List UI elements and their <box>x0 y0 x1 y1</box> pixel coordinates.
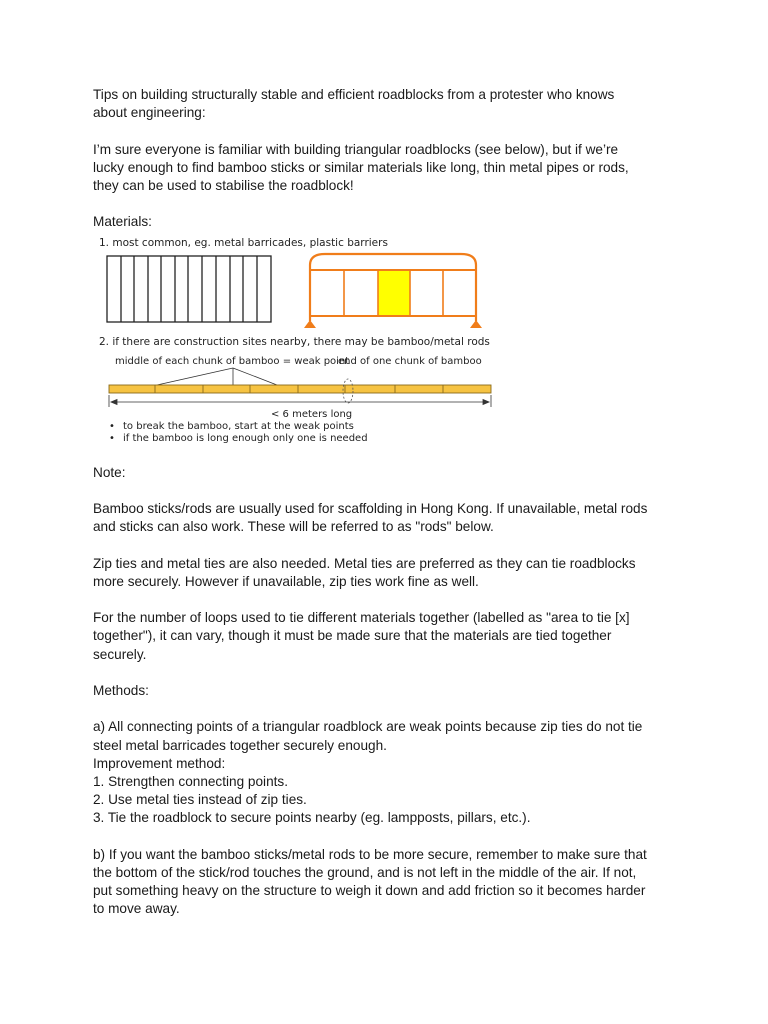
bullet-dot: • <box>109 432 115 444</box>
text-line: b) If you want the bamboo sticks/metal rods to be more secure, remember to make sure that <box>93 846 647 862</box>
text-line: Bamboo sticks/rods are usually used for scaffolding in Hong Kong. If unavailable, metal rods <box>93 500 648 516</box>
text-line: a) All connecting points of a triangular roadblock are weak points because zip ties do not tie <box>93 719 643 735</box>
text-line: put something heavy on the structure to weigh it down and add friction so it becomes harder <box>93 883 646 899</box>
weak-point-label: middle of each chunk of bamboo = weak point <box>115 355 350 367</box>
text-line: they can be used to stabilise the roadblock! <box>93 178 354 193</box>
weak-point-pointers <box>157 368 277 385</box>
item1-label: 1. most common, eg. metal barricades, plastic barriers <box>99 236 388 249</box>
text-line: steel metal barricades together securely enough. <box>93 737 387 753</box>
bullet1-text: to break the bamboo, start at the weak points <box>123 420 354 432</box>
text-line: I’m sure everyone is familiar with building triangular roadblocks (see below), but if we’re <box>93 141 619 157</box>
bamboo-paragraph <box>93 500 683 536</box>
text-line: 1. Strengthen connecting points. <box>93 773 288 789</box>
text-line: lucky enough to find bamboo sticks or similar materials like long, thin metal pipes or rods, <box>93 159 629 175</box>
text-line: together"), it can vary, though it must be made sure that the materials are tied together <box>93 628 612 644</box>
text-line: Improvement method: <box>93 755 226 771</box>
length-label: < 6 meters long <box>271 408 353 420</box>
materials-heading <box>93 213 683 231</box>
methods-heading-text: Methods: <box>93 682 149 698</box>
materials-diagram <box>93 235 493 445</box>
length-dimension-line <box>109 395 491 407</box>
text-line: Zip ties and metal ties are also needed. Metal ties are preferred as they can tie roadblocks <box>93 555 636 571</box>
methods-heading <box>93 682 683 700</box>
loops-paragraph <box>93 609 683 664</box>
document-body <box>93 86 683 937</box>
bullet2-text: if the bamboo is long enough only one is needed <box>123 432 368 444</box>
text-line: more securely. However if unavailable, zip ties work fine as well. <box>93 573 479 589</box>
text-line: 2. Use metal ties instead of zip ties. <box>93 792 307 808</box>
text-line: the bottom of the stick/rod touches the ground, and is not left in the middle of the air. If not, <box>93 864 637 880</box>
text-line: For the number of loops used to tie different materials together (labelled as "area to tie [x] <box>93 610 630 626</box>
text-line: and sticks can also work. These will be referred to as "rods" below. <box>93 519 494 535</box>
note-heading <box>93 464 683 482</box>
text-line: 3. Tie the roadblock to secure points nearby (eg. lampposts, pillars, etc.). <box>93 810 531 826</box>
text-line: Tips on building structurally stable and efficient roadblocks from a protester who knows <box>93 87 615 102</box>
plastic-barrier-icon <box>304 254 482 328</box>
intro-paragraph <box>93 86 683 122</box>
bullet-dot: • <box>109 420 115 432</box>
text-line: securely. <box>93 646 147 662</box>
metal-barricade-icon <box>107 256 271 322</box>
materials-heading-text: Materials: <box>93 214 152 230</box>
ties-paragraph <box>93 555 683 591</box>
method-b-paragraph <box>93 846 683 919</box>
item2-label: 2. if there are construction sites nearby, there may be bamboo/metal rods <box>99 335 490 348</box>
text-line: about engineering: <box>93 105 206 121</box>
note-heading-text: Note: <box>93 464 126 480</box>
text-line: to move away. <box>93 901 180 917</box>
end-of-chunk-label: end of one chunk of bamboo <box>338 355 482 367</box>
roadblock-intro-paragraph <box>93 141 683 196</box>
method-a-paragraph <box>93 718 683 827</box>
